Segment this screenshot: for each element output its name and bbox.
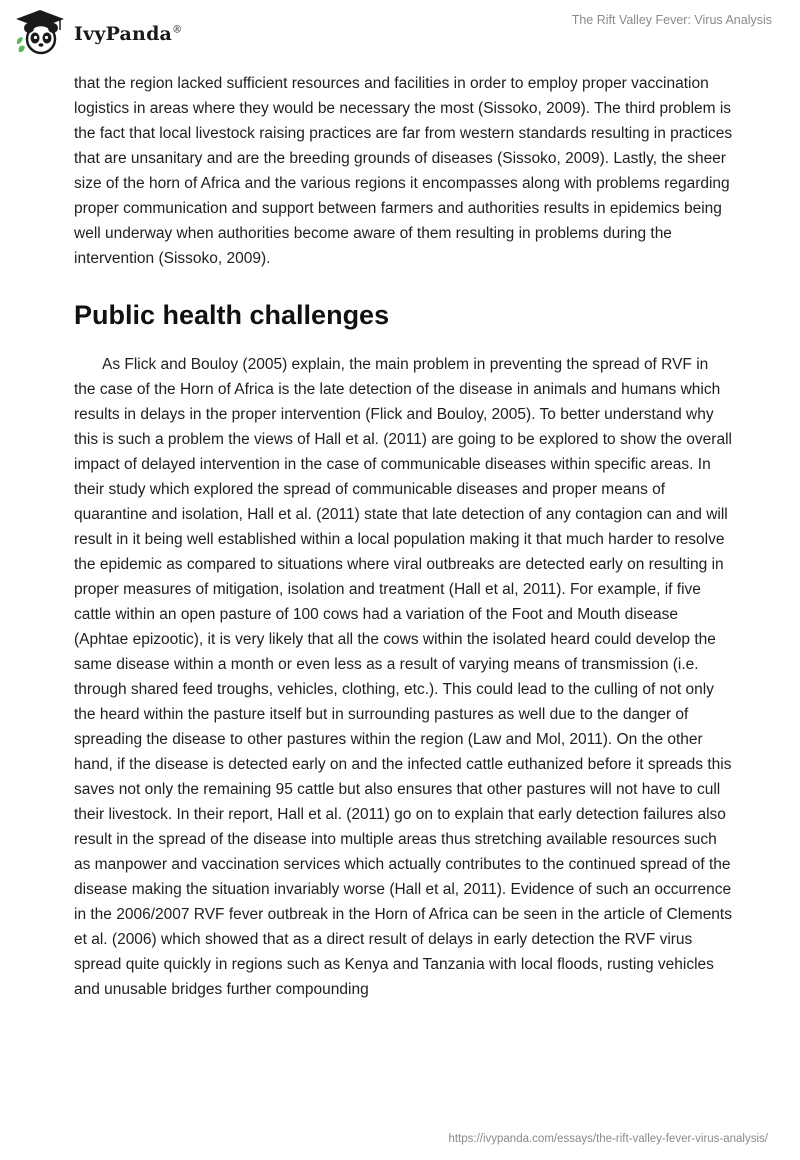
footer-url[interactable]: https://ivypanda.com/essays/the-rift-valley-fever-virus-analysis/ [448, 1133, 768, 1145]
ivypanda-logo[interactable] [14, 8, 182, 56]
essay-content [74, 71, 734, 1002]
registered-mark: ® [172, 24, 183, 36]
logo-name: IvyPanda [74, 23, 173, 45]
paragraph-public-health: As Flick and Bouloy (2005) explain, the main problem in preventing the spread of RVF in the case of the Horn of Africa is the late detection of the disease in animals and humans which results in delays in the proper intervention (Flick and Bouloy, 2005). To better understand why this is such a problem the views of Hall et al. (2011) are going to be explored to show the overall impact of delayed intervention in the case of communicable diseases within specific areas. In their study which explored the spread of communicable diseases and proper means of quarantine and isolation, Hall et al. (2011) state that late detection of any contagion can and will result in it being well established within a local population making it that much harder to resolve the epidemic as compared to situations where viral outbreaks are detected early on resulting in proper measures of mitigation, isolation and treatment (Hall et al, 2011). For example, if five cattle within an open pasture of 100 cows had a variation of the Foot and Mouth disease (Aphtae epizootic), it is very likely that all the cows within the isolated heard could develop the same disease within a month or even less as a result of varying means of transmission (i.e. through shared feed troughs, vehicles, clothing, etc.). This could lead to the culling of not only the heard within the pasture itself but in surrounding pastures as well due to the danger of spreading the disease to other pastures within the region (Law and Mol, 2011). On the other hand, if the disease is detected early on and the infected cattle euthanized before it spreads this saves not only the remaining 95 cattle but also ensures that other pastures will not have to cull their livestock. In their report, Hall et al. (2011) go on to explain that early detection failures also result in the spread of the disease into multiple areas thus stretching available resources such as manpower and vaccination services which actually contributes to the continued spread of the disease making the situation invariably worse (Hall et al, 2011). Evidence of such an occurrence in the 2006/2007 RVF fever outbreak in the Horn of Africa can be seen in the article of Clements et al. (2006) which showed that as a direct result of delays in early detection the RVF virus spread quite quickly in regions such as Kenya and Tanzania with local floods, rusting vehicles and unusable bridges further compounding [74, 356, 732, 998]
page-header [0, 0, 800, 70]
section-heading: Public health challenges [74, 300, 390, 330]
paragraph-intro: that the region lacked sufficient resources and facilities in order to employ proper vaccination logistics in areas where they would be necessary the most (Sissoko, 2009). The third problem is the fact that local livestock raising practices are far from western standards resulting in practices that are unsanitary and are the breeding grounds of diseases (Sissoko, 2009). Lastly, the sheer size of the horn of Africa and the various regions it encompasses along with problems regarding proper communication and support between farmers and authorities results in epidemics being well underway when authorities become aware of them resulting in problems during the intervention (Sissoko, 2009). [74, 75, 733, 267]
document-title: The Rift Valley Fever: Virus Analysis [571, 13, 772, 27]
panda-logo-icon [14, 8, 66, 56]
logo-wordmark [74, 23, 182, 45]
